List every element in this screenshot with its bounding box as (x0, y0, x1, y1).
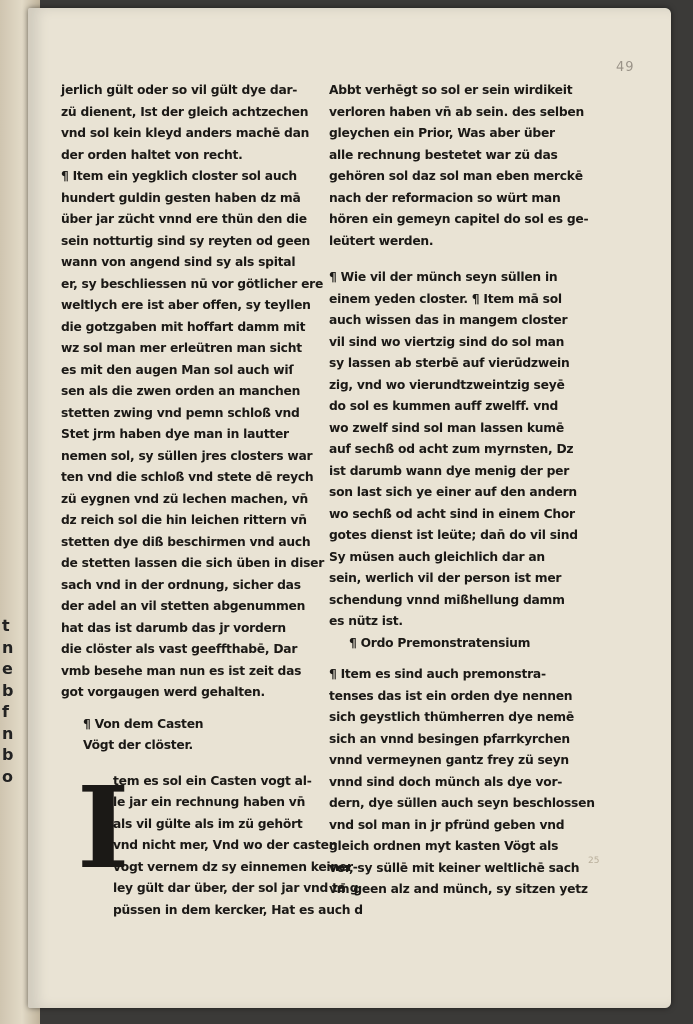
text-line: weltlych ere ist aber offen, sy teyllen (61, 298, 311, 312)
text-line: Sy müsen auch gleichlich dar an (329, 549, 545, 564)
text-line: vnnd sind doch münch als dye vor- (329, 774, 563, 789)
margin-fragment: n (2, 723, 14, 743)
right-column-paragraph-2 (329, 267, 619, 633)
text-line: es mit den augen Man sol auch wiſ (61, 362, 294, 377)
text-line: dern, dye süllen auch seyn beschlossen (329, 796, 595, 810)
text-line: do sol es kummen auff zwelff. vnd (329, 399, 559, 413)
text-line: über jar zücht vnnd ere thün den die (61, 212, 307, 226)
text-line: vor, sy süllē mit keiner weltlichē sach (329, 860, 580, 875)
text-line: wo zwelf sind sol man lassen kumē (329, 420, 564, 435)
text-line: sy lassen ab sterbē auf vierūdzwein (329, 356, 570, 370)
text-line: tem es sol ein Casten vogt al- (113, 773, 312, 788)
margin-fragment: b (2, 745, 14, 764)
left-column-paragraph (61, 80, 326, 704)
left-text-column (61, 80, 363, 921)
text-line: wo sechß od acht sind in einem Chor (329, 506, 575, 521)
text-line: der adel an vil stetten abgenummen (61, 599, 306, 613)
text-line: vm̄ geen alz and münch, sy sitzen yetz (329, 882, 588, 896)
text-line: es nütz ist. (329, 614, 403, 628)
text-line: nach der reformacion so würt man (329, 190, 561, 205)
text-line: gotes dienst ist leüte; dan̄ do vil sind (329, 528, 578, 542)
text-line: de stetten lassen die sich üben in diser (61, 556, 325, 570)
margin-fragment: e (2, 659, 13, 678)
text-line: ten vnd die schloß vnd stete dē reych (61, 470, 314, 484)
margin-fragment: t (2, 616, 10, 635)
text-line: sein notturtig sind sy reyten od geen (61, 233, 311, 248)
text-line: got vorgaugen werd gehalten. (61, 685, 265, 699)
text-line: ley gült dar über, der sol jar vnd ta g (113, 881, 359, 895)
right-text-column (329, 80, 619, 901)
text-line: er, sy beschliessen nū vor götlicher ere (61, 276, 324, 291)
heading-line: Vögt der clöster. (83, 738, 193, 752)
dropcap-initial: I (77, 762, 130, 894)
text-line: püssen in dem kercker, Hat es auch d (113, 902, 363, 917)
text-line: stetten zwing vnd pemn schloß vnd (61, 405, 300, 420)
text-line: wz sol man mer erleütren man sicht (61, 341, 302, 355)
text-line: der orden haltet von recht. (61, 147, 243, 162)
text-line: hat das ist darumb das jr vordern (61, 620, 286, 635)
text-line: sach vnd in der ordnung, sicher das (61, 577, 301, 592)
book-page (28, 8, 671, 1008)
text-line: ist darumb wann dye menig der per (329, 463, 570, 478)
text-line: vnnd vermeynen gantz frey zü seyn (329, 753, 569, 767)
text-line: Abbt verhēgt so sol er sein wirdikeit (329, 83, 573, 97)
text-line: jerlich gült oder so vil gült dye dar- (61, 83, 298, 97)
text-line: zig, vnd wo vierundtzweintzig seyē (329, 377, 565, 392)
text-line: sen als die zwen orden an manchen (61, 384, 301, 398)
text-line: gehören sol daz sol man eben merckē (329, 169, 583, 183)
text-line: zü dienent, Ist der gleich achtzechen (61, 104, 309, 119)
text-line: vil sind wo viertzig sind do sol man (329, 334, 565, 349)
text-line: ¶ Item ein yegklich closter sol auch (61, 169, 297, 183)
text-line: einem yeden closter. ¶ Item mā sol (329, 291, 562, 306)
text-line: auf sechß od acht zum myrnsten, Dz (329, 442, 574, 456)
text-line: son last sich ye einer auf den andern (329, 485, 577, 499)
text-line: vogt vernem dz sy einnemen keiner- (113, 859, 358, 874)
text-line: vnd nicht mer, Vnd wo der casten (113, 838, 338, 852)
text-line: vmb besehe man nun es ist zeit das (61, 663, 302, 678)
margin-fragment: o (2, 766, 13, 786)
text-line: le jar ein rechnung haben vn̄ (113, 795, 306, 809)
right-column-paragraph-1 (329, 80, 619, 252)
text-line: alle rechnung bestetet war zü das (329, 147, 558, 162)
margin-fragment: n (2, 637, 14, 657)
text-line: sein, werlich vil der person ist mer (329, 571, 562, 585)
text-line: nemen sol, sy süllen jres closters war (61, 448, 313, 463)
text-line: sich geystlich thümherren dye nemē (329, 710, 574, 724)
text-line: ¶ Wie vil der münch seyn süllen in (329, 270, 558, 284)
text-line: wann von angend sind sy als spital (61, 255, 296, 269)
section-heading-casten-vogt (61, 714, 326, 757)
text-line: die gotzgaben mit hoffart damm mit (61, 319, 306, 334)
text-line: ¶ Item es sind auch premonstra- (329, 667, 546, 681)
text-line: hören ein gemeyn capitel do sol es ge- (329, 212, 589, 226)
text-line: schendung vnnd mißhellung damm (329, 592, 565, 607)
text-line: vnd sol man in jr pfründ geben vnd (329, 817, 565, 832)
text-line: sich an vnnd besingen pfarrkyrchen (329, 731, 570, 746)
margin-fragment: f (2, 702, 9, 721)
section-heading-premonstratensium: ¶ Ordo Premonstratensium (349, 635, 531, 650)
text-line: gleich ordnen myt kasten Vögt als (329, 839, 559, 853)
dropcap-paragraph (61, 762, 363, 922)
text-line: gleychen ein Prior, Was aber über (329, 126, 555, 140)
text-line: hundert guldin gesten haben dz mā (61, 190, 301, 205)
text-line: Stet jrm haben dye man in lautter (61, 427, 289, 441)
text-line: tenses das ist ein orden dye nennen (329, 688, 573, 703)
text-line: stetten dye diß beschirmen vnd auch (61, 534, 311, 549)
right-column-paragraph-3 (329, 664, 619, 901)
footer-mark: 25 (588, 856, 600, 866)
text-line: auch wissen das in mangem closter (329, 313, 568, 327)
text-line: vnd sol kein kleyd anders machē dan (61, 126, 310, 140)
text-line: verloren haben vn̄ ab sein. des selben (329, 104, 585, 119)
text-line: die clöster als vast geeffthabē, Dar (61, 642, 298, 656)
text-line: dz reich sol die hin leichen rittern vn̄ (61, 513, 307, 527)
margin-fragment: b (2, 680, 14, 700)
folio-number: 49 (616, 60, 635, 75)
text-line: als vil gülte als im zü gehört (113, 816, 303, 831)
heading-line: ¶ Von dem Casten (83, 716, 204, 731)
text-line: leütert werden. (329, 233, 434, 248)
text-line: zü eygnen vnd zü lechen machen, vn̄ (61, 491, 308, 506)
